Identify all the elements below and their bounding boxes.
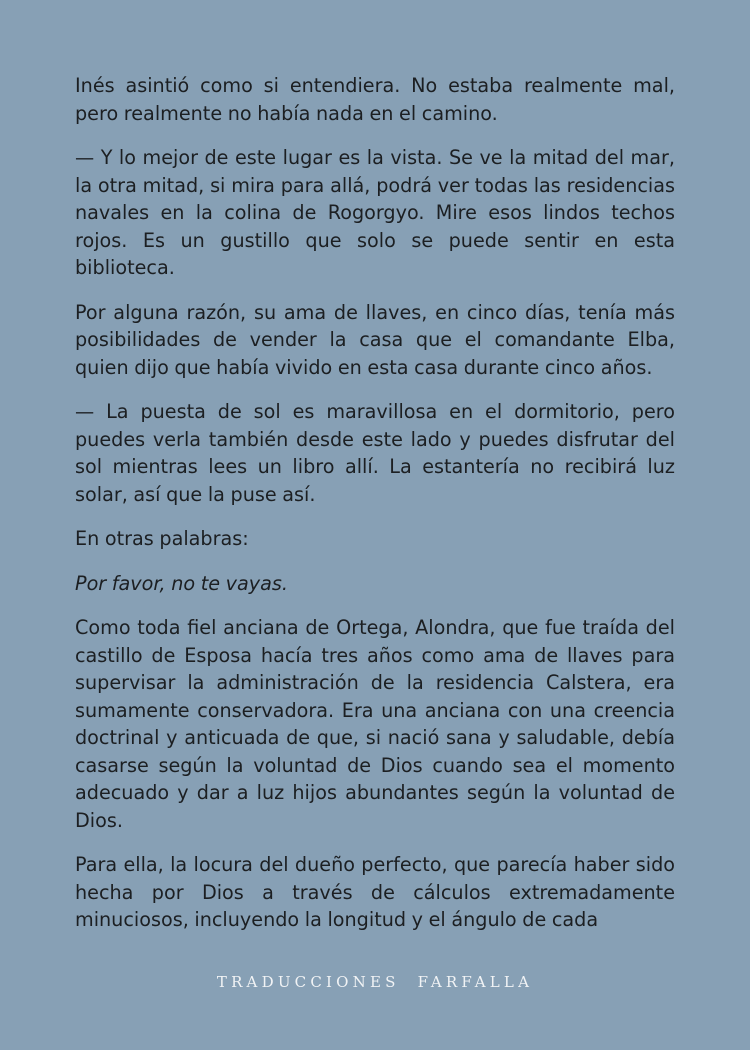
paragraph-5: En otras palabras: — [75, 527, 249, 550]
footer-word-2: FARFALLA — [417, 973, 534, 991]
paragraph-1: Inés asintió como si entendiera. No estaba realmente mal, pero realmente no había nada en el camino. — [75, 74, 675, 125]
paragraph-4: — La puesta de sol es maravillosa en el dormitorio, pero puedes verla también desde este lado y puedes disfrutar del sol mientras lees un libro allí. La estantería no recibirá luz solar, así que la puse así. — [75, 400, 675, 506]
paragraph-3: Por alguna razón, su ama de llaves, en cinco días, tenía más posibilidades de vender la casa que el comandante Elba, quien dijo que había vivido en esta casa durante cinco años. — [75, 300, 675, 379]
footer-credit — [0, 973, 750, 991]
footer-word-1: TRADUCCIONES — [216, 973, 400, 991]
paragraph-6-italic: Por favor, no te vayas. — [75, 571, 288, 595]
paragraph-8: Para ella, la locura del dueño perfecto, que parecía haber sido hecha por Dios a través de cálculos extremadamente minuciosos, incluyendo la longitud y el ángulo de cada — [75, 853, 675, 931]
paragraph-7: Como toda fiel anciana de Ortega, Alondra, que fue traída del castillo de Esposa hacía tres años como ama de llaves para supervisar la administración de la residencia Calstera, era sumamente conservadora. Era una anciana con una creencia doctrinal y anticuada de que, si nació sana y saludable, debía casarse según la voluntad de Dios cuando sea el momento adecuado y dar a luz hijos abundantes según la voluntad de Dios. — [75, 616, 675, 832]
document-body — [75, 72, 675, 951]
paragraph-2: — Y lo mejor de este lugar es la vista. Se ve la mitad del mar, la otra mitad, si mira para allá, podrá ver todas las residencias navales en la colina de Rogorgyo. Mire esos lindos techos rojos. Es un gustillo que solo se puede sentir en esta biblioteca. — [75, 146, 675, 279]
